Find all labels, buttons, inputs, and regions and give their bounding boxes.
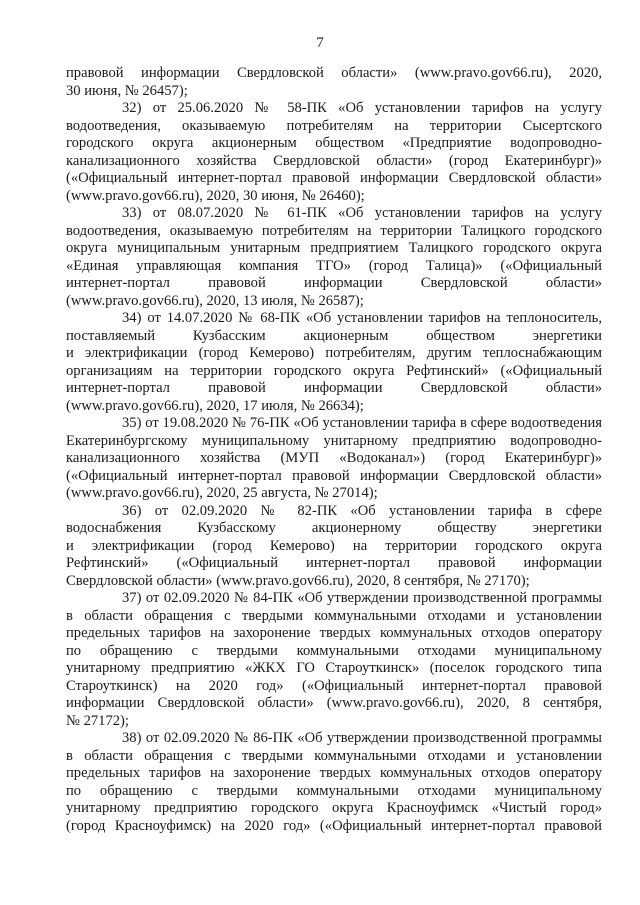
text-line: водоотведения, оказываемую потребителям на территории Сысертского (66, 117, 602, 134)
text-line: № 27172); (66, 712, 129, 729)
text-line: и электрификации (город Кемерово) потребителям, другим теплоснабжающим (66, 345, 602, 361)
text-line: канализационного хозяйства Свердловской области» (город Екатеринбург)» (66, 152, 602, 169)
text-line: в области обращения с твердыми коммунальными отходами и установлении (66, 747, 602, 764)
text-line: 32) от 25.06.2020 № 58-ПК «Об установлении тарифов на услугу (122, 100, 602, 116)
text-line: «Единая управляющая компания ТГО» (город Талица)» («Официальный (66, 257, 602, 274)
text-line: интернет-портал правовой информации Свердловской области» (66, 380, 602, 396)
text-line: 30 июня, № 26457); (66, 82, 188, 99)
text-line: 37) от 02.09.2020 № 84-ПК «Об утверждении производственной программы (122, 590, 602, 606)
text-line: (www.pravo.gov66.ru), 2020, 17 июля, № 26634); (66, 397, 364, 414)
document-body (66, 65, 602, 835)
text-line: водоотведения, оказываемую потребителям на территории Талицкого городского (66, 222, 602, 239)
text-line: организациям на территории городского округа Рефтинский» («Официальный (66, 362, 602, 379)
text-line: правовой информации Свердловской области» (www.pravo.gov66.ru), 2020, (66, 65, 602, 81)
text-line: 34) от 14.07.2020 № 68-ПК «Об установлении тарифов на теплоноситель, (122, 310, 602, 326)
text-line: Староуткинск) на 2020 год» («Официальный интернет-портал правовой (66, 677, 602, 694)
text-line: городского округа акционерным обществом «Предприятие водопроводно- (66, 135, 602, 151)
text-line: 33) от 08.07.2020 № 61-ПК «Об установлении тарифов на услугу (122, 205, 602, 221)
text-line: 38) от 02.09.2020 № 86-ПК «Об утверждении производственной программы (122, 730, 602, 746)
text-line: поставляемый Кузбасским акционерным обществом энергетики (66, 327, 602, 344)
text-line: 36) от 02.09.2020 № 82-ПК «Об установлении тарифа в сфере (122, 502, 602, 519)
text-line: (www.pravo.gov66.ru), 2020, 30 июня, № 26460); (66, 187, 365, 204)
text-line: водоснабжения Кузбасскому акционерному обществу энергетики (66, 520, 602, 536)
text-line: информации Свердловской области» (www.pravo.gov66.ru), 2020, 8 сентября, (66, 695, 602, 711)
text-line: унитарному предприятию «ЖКХ ГО Староуткинск» (поселок городского типа (66, 660, 602, 676)
text-line: Свердловской области» (www.pravo.gov66.ru), 2020, 8 сентября, № 27170); (66, 572, 530, 589)
text-line: («Официальный интернет-портал правовой информации Свердловской области» (66, 170, 602, 186)
text-line: канализационного хозяйства (МУП «Водоканал») (город Екатеринбург)» (66, 450, 602, 466)
text-line: интернет-портал правовой информации Свердловской области» (66, 275, 602, 291)
text-line: по обращению с твердыми коммунальными отходами муниципальному (66, 782, 602, 799)
text-line: предельных тарифов на захоронение твердых коммунальных отходов оператору (66, 625, 602, 641)
text-line: 35) от 19.08.2020 № 76-ПК «Об установлении тарифа в сфере водоотведения (122, 415, 602, 431)
text-line: по обращению с твердыми коммунальными отходами муниципальному (66, 642, 602, 659)
text-line: (www.pravo.gov66.ru), 2020, 25 августа, № 27014); (66, 485, 378, 501)
text-line: округа муниципальным унитарным предприятием Талицкого городского округа (66, 240, 602, 256)
text-line: Екатеринбургскому муниципальному унитарному предприятию водопроводно- (66, 432, 602, 449)
text-line: предельных тарифов на захоронение твердых коммунальных отходов оператору (66, 765, 602, 781)
text-line: Рефтинский» («Официальный интернет-портал правовой информации (66, 555, 602, 571)
text-line: и электрификации (город Кемерово) на территории городского округа (66, 537, 602, 554)
text-line: (город Красноуфимск) на 2020 год» («Официальный интернет-портал правовой (66, 817, 602, 834)
page-number: 7 (316, 35, 324, 51)
text-line: («Официальный интернет-портал правовой информации Свердловской области» (66, 467, 602, 484)
text-line: унитарному предприятию городского округа Красноуфимск «Чистый город» (66, 800, 602, 816)
text-line: в области обращения с твердыми коммунальными отходами и установлении (66, 607, 602, 624)
text-line: (www.pravo.gov66.ru), 2020, 13 июля, № 26587); (66, 292, 364, 309)
